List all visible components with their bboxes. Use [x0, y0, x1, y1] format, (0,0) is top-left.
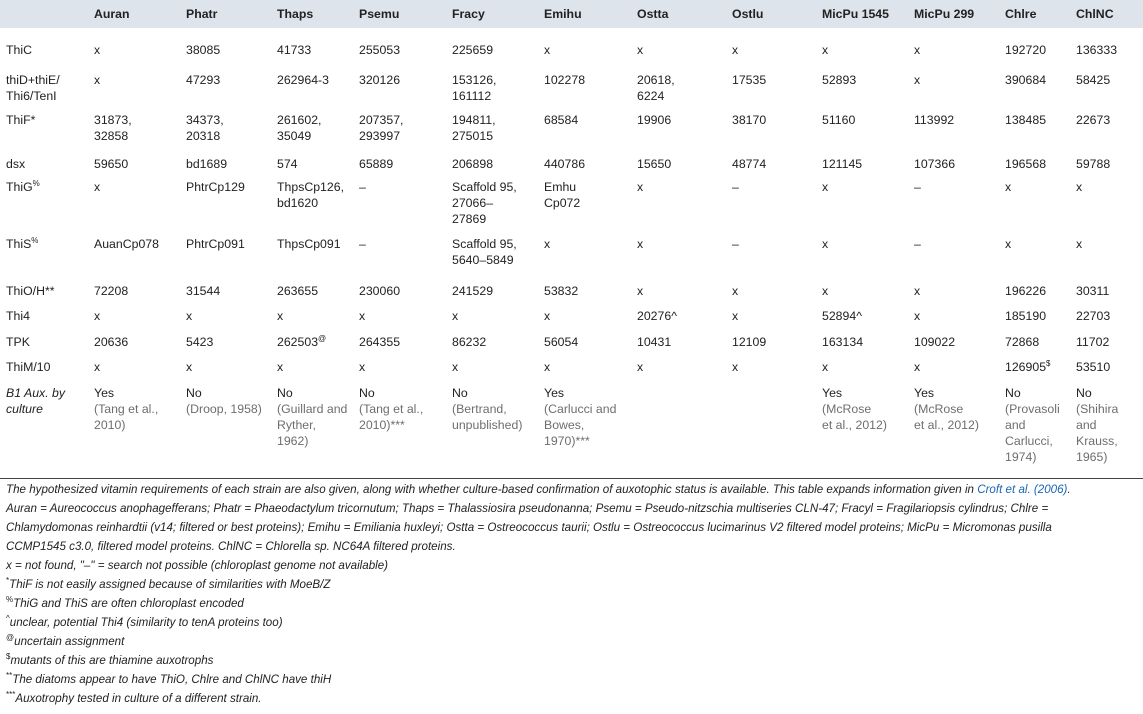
row-label: TPK: [6, 335, 30, 349]
table-cell: x: [544, 43, 551, 57]
column-header: Fracy: [452, 7, 485, 21]
table-cell: 121145: [822, 157, 863, 171]
column-header: Ostlu: [732, 7, 764, 21]
footnote-note: [6, 671, 1138, 689]
table-cell: x: [186, 309, 193, 323]
aux-reference: (Tang et al., 2010): [94, 402, 159, 432]
table-cell: x: [94, 43, 101, 57]
table-cell: 56054: [544, 335, 579, 349]
table-cell: 263655: [277, 284, 319, 298]
table-cell: ThpsCp091: [277, 237, 341, 251]
table-cell: 207357, 293997: [359, 113, 404, 143]
table-cell: 15650: [637, 157, 672, 171]
table-cell: 86232: [452, 335, 487, 349]
table-cell: 20618, 6224: [637, 73, 675, 103]
row-label: thiD+thiE/ Thi6/TenI: [6, 73, 60, 103]
table-cell: –: [359, 180, 366, 194]
table-cell: x: [94, 73, 101, 87]
table-cell: 225659: [452, 43, 494, 57]
table-cell: x: [359, 309, 366, 323]
table-cell: –: [732, 180, 739, 194]
table-cell: 262964-3: [277, 73, 329, 87]
footnote-intro-text: The hypothesized vitamin requirements of each strain are also given, along with whether culture-based confirmation of auxotophic status is available. This table expands information given in: [6, 483, 974, 496]
aux-reference: (McRose et al., 2012): [914, 402, 979, 432]
table-cell: –: [732, 237, 739, 251]
table-cell: 262503@: [277, 333, 327, 349]
column-header: Emihu: [544, 7, 582, 21]
row-label: ThiM/10: [6, 360, 51, 374]
column-header: Thaps: [277, 7, 314, 21]
footnote-note: [6, 595, 1138, 613]
table-cell: 38085: [186, 43, 221, 57]
table-cell: 10431: [637, 335, 672, 349]
aux-reference: (McRose et al., 2012): [822, 402, 887, 432]
table-cell: 194811, 275015: [452, 113, 496, 143]
table-cell: 52893: [822, 73, 857, 87]
row-label: ThiF*: [6, 113, 36, 127]
table-cell: x: [544, 309, 551, 323]
table-cell: 5423: [186, 335, 214, 349]
table-cell: 196568: [1005, 157, 1047, 171]
table-cell: 192720: [1005, 43, 1047, 57]
aux-answer: Yes: [544, 386, 565, 400]
table-cell: 30311: [1076, 284, 1110, 298]
footnote-note: [6, 633, 1138, 651]
table-cell: 113992: [914, 113, 955, 127]
footnote-abbrev-2: Chlamydomonas reinhardtii (v14; filtered or best proteins); Emihu = Emiliania huxleyi; Ostta = Ostreococcus taurii; Ostlu = Ostreococcus lucimarinus V2 filtered model proteins; MicPu = Micromonas pusilla: [6, 521, 1052, 534]
table-cell: x: [914, 43, 921, 57]
table-cell: 255053: [359, 43, 401, 57]
table-cell: 264355: [359, 335, 401, 349]
table-cell: 41733: [277, 43, 312, 57]
footnote-mark: ^: [6, 614, 10, 624]
footnote-mark: ***: [6, 690, 16, 700]
table-cell: 102278: [544, 73, 586, 87]
table-cell: 20276^: [637, 309, 677, 323]
aux-answer: No: [1076, 386, 1092, 400]
table-cell: x: [732, 284, 739, 298]
table-cell: x: [914, 360, 921, 374]
table-cell: x: [277, 309, 284, 323]
row-label-aux: B1 Aux. by culture: [6, 386, 66, 416]
table-cell: x: [914, 73, 921, 87]
footnote-abbrev-3: CCMP1545 c3.0, filtered model proteins. ChlNC = Chlorella sp. NC64A filtered proteins.: [6, 540, 456, 553]
table-cell: x: [1005, 180, 1012, 194]
footnote-note: [6, 576, 1138, 594]
column-header: Chlre: [1005, 7, 1037, 21]
table-cell: x: [637, 43, 644, 57]
table-cell: x: [732, 360, 739, 374]
footnote-mark: **: [6, 671, 13, 681]
table-cell: x: [544, 237, 551, 251]
table-cell: x: [822, 180, 829, 194]
footnote-intro: [6, 481, 1138, 499]
aux-answer: No: [1005, 386, 1021, 400]
table-cell: –: [914, 237, 921, 251]
table-cell: x: [822, 43, 829, 57]
table-cell: x: [94, 309, 101, 323]
table-cell: x: [94, 180, 101, 194]
aux-reference: (Carlucci and Bowes, 1970)***: [544, 402, 617, 448]
aux-answer: No: [452, 386, 468, 400]
footnote-legend-x: x = not found, "–" = search not possible (chloroplast genome not available): [6, 559, 389, 572]
table-cell: x: [822, 237, 829, 251]
table-cell: 47293: [186, 73, 221, 87]
table-cell: 31873, 32858: [94, 113, 132, 143]
table-cell: 11702: [1076, 335, 1110, 349]
footnote-mark: @: [6, 633, 15, 643]
footnote-note: [6, 652, 1138, 670]
table-cell: 72208: [94, 284, 129, 298]
table-cell: x: [94, 360, 101, 374]
column-header: ChlNC: [1076, 7, 1114, 21]
column-header: Auran: [94, 7, 130, 21]
table-cell: x: [732, 309, 739, 323]
table-cell: 126905$: [1005, 358, 1051, 374]
table-cell: x: [1076, 237, 1083, 251]
footnote-text: mutants of this are thiamine auxotrophs: [10, 654, 214, 667]
table-cell: 52894^: [822, 309, 862, 323]
aux-answer: Yes: [914, 386, 935, 400]
table-cell: bd1689: [186, 157, 228, 171]
table-cell: x: [452, 309, 459, 323]
table-cell: 136333: [1076, 43, 1118, 57]
footnote-text: ThiF is not easily assigned because of similarities with MoeB/Z: [9, 578, 331, 591]
row-label: ThiC: [6, 43, 32, 57]
table-cell: 241529: [452, 284, 494, 298]
footnote-intro-period: .: [1067, 483, 1071, 496]
aux-reference: (Droop, 1958): [186, 402, 262, 416]
column-header: Phatr: [186, 7, 218, 21]
table-cell: 19906: [637, 113, 672, 127]
table-cell: PhtrCp129: [186, 180, 245, 194]
column-header: Ostta: [637, 7, 669, 21]
table-cell: 109022: [914, 335, 956, 349]
table-cell: x: [822, 360, 829, 374]
footnote-mark: *: [6, 576, 10, 586]
footnote-note: [6, 614, 1138, 632]
table-cell: Scaffold 95, 5640–5849: [452, 237, 517, 267]
table-cell: 138485: [1005, 113, 1047, 127]
table-cell: 72868: [1005, 335, 1040, 349]
footnote-text: uncertain assignment: [14, 635, 125, 648]
table-cell: AuanCp078: [94, 237, 159, 251]
table-cell: 22703: [1076, 309, 1111, 323]
table-cell: 68584: [544, 113, 579, 127]
row-label: ThiS%: [6, 235, 39, 251]
table-cell: –: [359, 237, 366, 251]
column-header: MicPu 1545: [822, 7, 889, 21]
table-cell: x: [186, 360, 193, 374]
table-cell: x: [359, 360, 366, 374]
footnote-abbrev-1: Auran = Aureococcus anophagefferans; Phatr = Phaeodactylum tricornutum; Thaps = Thalassiosira pseudonanna; Psemu = Pseudo-nitzschia multiseries CLN-47; Fracyl = Fragilariopsis cylindrus; Chlre =: [6, 502, 1049, 515]
table-cell: 261602, 35049: [277, 113, 322, 143]
aux-reference: (Tang et al., 2010)***: [359, 402, 424, 432]
table-cell: x: [452, 360, 459, 374]
footnote-text: Auxotrophy tested in culture of a different strain.: [15, 692, 262, 705]
table-cell: 58425: [1076, 73, 1111, 87]
column-header: MicPu 299: [914, 7, 975, 21]
citation-link[interactable]: Croft et al. (2006): [977, 483, 1068, 496]
table-cell: 574: [277, 157, 298, 171]
table-cell: 206898: [452, 157, 494, 171]
table-cell: x: [544, 360, 551, 374]
table-cell: 34373, 20318: [186, 113, 224, 143]
table-cell: x: [637, 360, 644, 374]
footnote-text: unclear, potential Thi4 (similarity to tenA proteins too): [9, 616, 283, 629]
table-cell: ThpsCp126, bd1620: [277, 180, 344, 210]
aux-reference: (Bertrand, unpublished): [452, 402, 523, 432]
aux-answer: Yes: [94, 386, 115, 400]
table-cell: x: [914, 284, 921, 298]
table-cell: 107366: [914, 157, 956, 171]
table-cell: 230060: [359, 284, 401, 298]
table-cell: 59650: [94, 157, 129, 171]
table-cell: 59788: [1076, 157, 1111, 171]
table-cell: 390684: [1005, 73, 1047, 87]
table-cell: x: [1005, 237, 1012, 251]
table-cell: 440786: [544, 157, 586, 171]
row-label: dsx: [6, 157, 26, 171]
table-cell: 163134: [822, 335, 864, 349]
aux-reference: (Shihira and Krauss, 1965): [1076, 402, 1119, 464]
table-bottom-rule: [0, 478, 1143, 479]
table-cell: x: [822, 284, 829, 298]
footnote-note: [6, 690, 1138, 708]
aux-reference: (Guillard and Ryther, 1962): [277, 402, 348, 448]
row-label: ThiG%: [6, 178, 40, 194]
aux-answer: No: [359, 386, 375, 400]
table-cell: x: [637, 284, 644, 298]
aux-answer: No: [277, 386, 293, 400]
table-cell: x: [1076, 180, 1083, 194]
table-cell: x: [732, 43, 739, 57]
table-cell: 65889: [359, 157, 394, 171]
table-cell: Emhu Cp072: [544, 180, 581, 210]
row-label: ThiO/H**: [6, 284, 55, 298]
table-cell: 196226: [1005, 284, 1047, 298]
table-cell: 153126, 161112: [452, 73, 497, 103]
table-cell: 22673: [1076, 113, 1111, 127]
table-cell: 20636: [94, 335, 129, 349]
table-cell: Scaffold 95, 27066– 27869: [452, 180, 517, 226]
table-cell: 53832: [544, 284, 579, 298]
table-cell: x: [277, 360, 284, 374]
table-cell: 320126: [359, 73, 401, 87]
table-cell: 51160: [822, 113, 856, 127]
aux-reference: (Provasoli and Carlucci, 1974): [1005, 402, 1060, 464]
aux-answer: Yes: [822, 386, 843, 400]
footnote-mark: %: [6, 595, 14, 605]
footnote-text: The diatoms appear to have ThiO, Chlre and ChlNC have thiH: [12, 673, 332, 686]
table-cell: 17535: [732, 73, 767, 87]
footnote-mark: $: [6, 652, 11, 662]
table-cell: x: [637, 237, 644, 251]
row-label: Thi4: [6, 309, 30, 323]
table-cell: 12109: [732, 335, 767, 349]
table-cell: 53510: [1076, 360, 1111, 374]
table-cell: x: [637, 180, 644, 194]
footnote-text: ThiG and ThiS are often chloroplast encoded: [13, 597, 244, 610]
table-cell: 38170: [732, 113, 767, 127]
aux-answer: No: [186, 386, 202, 400]
column-header: Psemu: [359, 7, 400, 21]
table-cell: 48774: [732, 157, 767, 171]
table-cell: PhtrCp091: [186, 237, 245, 251]
table-cell: –: [914, 180, 921, 194]
table-cell: 185190: [1005, 309, 1047, 323]
table-cell: 31544: [186, 284, 221, 298]
table-cell: x: [914, 309, 921, 323]
